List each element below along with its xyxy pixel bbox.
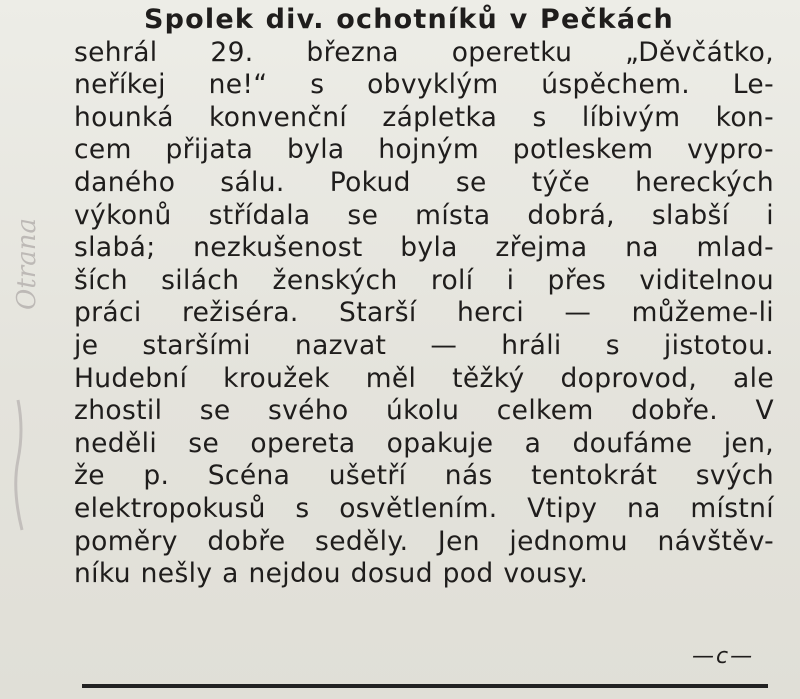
article-line-3: hounká konvenční zápletka s líbivým kon- bbox=[74, 101, 774, 133]
article-line-17: níku nešly a nejdou dosud pod vousy. bbox=[74, 558, 589, 590]
margin-note-text: Otrana bbox=[12, 218, 42, 310]
article-line-2: neříkej ne!“ s obvyklým úspěchem. Le- bbox=[74, 69, 774, 101]
article-line-10: je staršími nazvat — hráli s jistotou. bbox=[74, 329, 774, 361]
article-line-6: výkonů střídala se místa dobrá, slabší i bbox=[74, 199, 774, 231]
article-line-1: sehrál 29. března operetku „Děvčátko, bbox=[74, 36, 774, 68]
margin-scribble bbox=[16, 400, 22, 530]
margin-note-graphic bbox=[0, 150, 50, 570]
article-line-13: neděli se opereta opakuje a doufáme jen, bbox=[74, 427, 774, 459]
article-line-11: Hudební kroužek měl těžký doprovod, ale bbox=[74, 362, 774, 394]
article-line-4: cem přijata byla hojným potleskem vypro- bbox=[74, 134, 774, 166]
article-line-8: ších silách ženských rolí i přes viditelnou bbox=[74, 264, 774, 296]
handwritten-margin-note bbox=[0, 150, 50, 570]
article-line-9: práci režiséra. Starší herci — můžeme-li bbox=[74, 297, 774, 329]
article-line-15: elektropokusů s osvětlením. Vtipy na místní bbox=[74, 492, 774, 524]
article-body bbox=[74, 4, 774, 591]
article-line-16: poměry dobře seděly. Jen jednomu návštěv- bbox=[74, 525, 774, 557]
article-headline bbox=[74, 4, 774, 37]
article-line-14: že p. Scéna ušetří nás tentokrát svých bbox=[74, 460, 774, 492]
article-line-5: daného sálu. Pokud se týče hereckých bbox=[74, 166, 774, 198]
bottom-rule bbox=[82, 684, 768, 688]
author-signature: —c— bbox=[692, 644, 755, 669]
article-line-7: slabá; nezkušenost byla zřejma na mlad- bbox=[74, 232, 774, 264]
article-line-12: zhostil se svého úkolu celkem dobře. V bbox=[74, 395, 774, 427]
headline-text: Spolek div. ochotníků v Pečkách bbox=[144, 4, 674, 35]
